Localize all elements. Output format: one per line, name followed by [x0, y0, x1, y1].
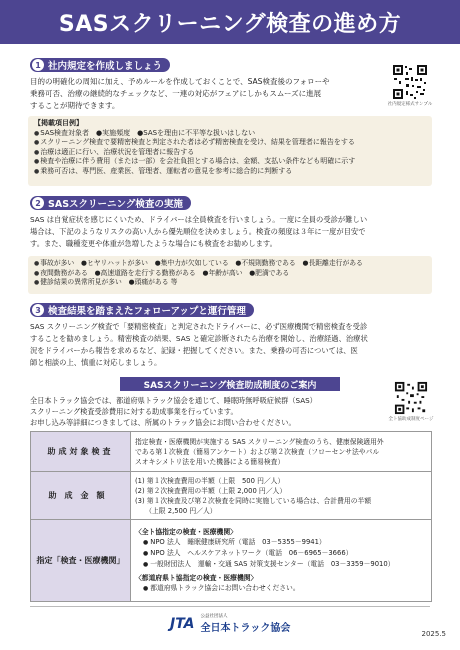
text-line: 乗務可否、治療の継続的なチェックなど、一連の対応がフェアにしかもスムーズに進展 — [30, 89, 322, 98]
text-line: (2) 第２次検査費用の半額（上限 2,000 円／人） — [135, 486, 287, 495]
target-cell — [131, 432, 432, 472]
section-1-items-box — [28, 116, 432, 186]
grant-table — [30, 431, 432, 602]
list-item: ● 事故が多い ●ヒヤリハットが多い ●集中力が欠如している ●不規則勤務である ●長距離走行がある — [34, 259, 426, 269]
table-row — [31, 472, 432, 520]
list-item: ● 夜間勤務がある ●高速道路を走行する勤務がある ●年齢が高い ●肥満である — [34, 269, 426, 279]
list-item: ● 一般財団法人 運輸・交通 SAS 対策支援センター（電話 03－3359－9010） — [135, 559, 427, 570]
list-item: ● 都道府県トラック協会にお問い合わせください。 — [135, 583, 427, 594]
text-line: SAS は自覚症状を感じにくいため、ドライバーは全員検査を行いましょう。一度に全員の受診が難しい — [30, 215, 368, 224]
section-1-title: 社内規定を作成しましょう — [48, 61, 163, 72]
text-line: 場合は、下記のようなリスクの高い人から優先順位を決めましょう。検査の頻度は３年に一度が目安で — [30, 227, 366, 236]
list-item: ● NPO 法人 睡眠健康研究所（電話 03－5355－9941） — [135, 537, 427, 548]
institution-cell — [131, 520, 432, 602]
section-1-number: 1 — [32, 59, 44, 71]
text-line: スオキシメトリ法を用いた機器による簡易検査） — [135, 457, 285, 466]
qr-caption: 社内規定様式サンプル — [387, 102, 433, 107]
qr-caption: 全ト協助成制度ページ — [388, 417, 434, 422]
logo-main: 全日本トラック協会 — [200, 623, 291, 634]
institution-subhead: 〈都道府県ト協指定の検査・医療機関〉 — [135, 574, 258, 582]
text-line: 指定検査・医療機関が実施する SAS スクリーニング検査のうち、健康保険適用外 — [135, 437, 384, 446]
section-2-text — [30, 214, 434, 250]
section-3-heading — [30, 303, 254, 317]
text-line: 全日本トラック協会では、都道府県トラック協会を通じて、睡眠時無呼吸症候群（SAS） — [30, 396, 317, 405]
qr-code-icon[interactable] — [392, 64, 428, 100]
list-item: ● SAS検査対象者 ●実施頻度 ●SASを理由に不平等な扱いはしない — [34, 129, 426, 139]
list-item: ● 検査や治療に伴う費用（または一部）を会社負担とする場合は、金額、支払い条件なども明確に示す — [34, 157, 426, 167]
list-item: ● 健診結果の異常所見が多い ●頭痛がある 等 — [34, 278, 426, 288]
text-line: 目的の明確化の周知に加え、予めルールを作成しておくことで、SAS検査後のフォローや — [30, 77, 330, 86]
text-line: お申し込み等詳細につきましては、所属のトラック協会にお問い合わせください。 — [30, 418, 296, 427]
amount-label: 助成金額 — [31, 472, 131, 520]
text-line: (3) 第１次検査及び第２次検査を同時に実施している場合は、合計費用の半額 — [135, 496, 372, 505]
list-item: ● 治療は適正に行い、治療状況を管理者に報告する — [34, 148, 426, 158]
text-line: スクリーニング検査受診費用に対する助成事業を行っています。 — [30, 407, 238, 416]
text-line: 況をドライバーから報告を求めるなど、記録・把握してください。また、乗務の可否については、医 — [30, 346, 358, 355]
list-item: ● スクリーニング検査で要精密検査と判定された者は必ず精密検査を受け、結果を管理者に報告をする — [34, 138, 426, 148]
footer-divider — [30, 606, 430, 607]
page-title: SASスクリーニング検査の進め方 — [0, 0, 460, 44]
text-line: SAS スクリーニング検査で「要精密検査」と判定されたドライバーに、必ず医療機関で精密検査を受診 — [30, 322, 368, 331]
list-item: ● NPO 法人 ヘルスケアネットワーク（電話 06－6965－3666） — [135, 548, 427, 559]
issue-date: 2025.5 — [421, 630, 446, 638]
section-3-number: 3 — [32, 304, 44, 316]
section-3-title: 検査結果を踏まえたフォローアップと運行管理 — [48, 306, 246, 317]
section-2-title: SASスクリーニング検査の実施 — [48, 199, 183, 210]
list-item: ● 乗務可否は、専門医、産業医、管理者、運転者の意見を参考に総合的に判断する — [34, 167, 426, 177]
grant-heading: SASスクリーニング検査助成制度のご案内 — [120, 377, 340, 391]
section-3-text — [30, 321, 434, 369]
box-title: 【掲載項目例】 — [34, 119, 83, 127]
section-2-heading — [30, 196, 191, 210]
table-row — [31, 432, 432, 472]
institution-subhead: 〈全ト協指定の検査・医療機関〉 — [135, 528, 237, 536]
institution-label: 指定「検査・医療機関」 — [31, 520, 131, 602]
logo-sub: 公益社団法人 — [200, 614, 228, 619]
logo-text — [201, 614, 291, 634]
jta-logo — [170, 614, 290, 634]
amount-cell — [131, 472, 432, 520]
text-line: (1) 第１次検査費用の半額（上限 500 円／人） — [135, 476, 285, 485]
text-line: 師と相談の上、慎重に対応しましょう。 — [30, 358, 162, 367]
section-2-number: 2 — [32, 197, 44, 209]
logo-mark: JTA — [170, 616, 195, 632]
text-line: （上限 2,500 円／人） — [135, 506, 217, 515]
section-1-heading — [30, 58, 170, 72]
table-row — [31, 520, 432, 602]
target-label: 助成対象検査 — [31, 432, 131, 472]
grant-text — [30, 395, 375, 428]
text-line: することを勧めましょう。精密検査の結果、SAS と確定診断されたら治療を開始し、治療経過、治療状 — [30, 334, 368, 343]
section-1-text — [30, 76, 370, 112]
text-line: することが期待できます。 — [30, 101, 120, 110]
section-2-risk-box — [28, 256, 432, 294]
text-line: である第１次検査（簡易アンケート）および第２次検査（フローセンサ法やパル — [135, 447, 380, 456]
text-line: す。また、職種変更や体重が急増したような場合にも検査をお勧めします。 — [30, 239, 277, 248]
qr-code-icon[interactable] — [394, 381, 428, 415]
